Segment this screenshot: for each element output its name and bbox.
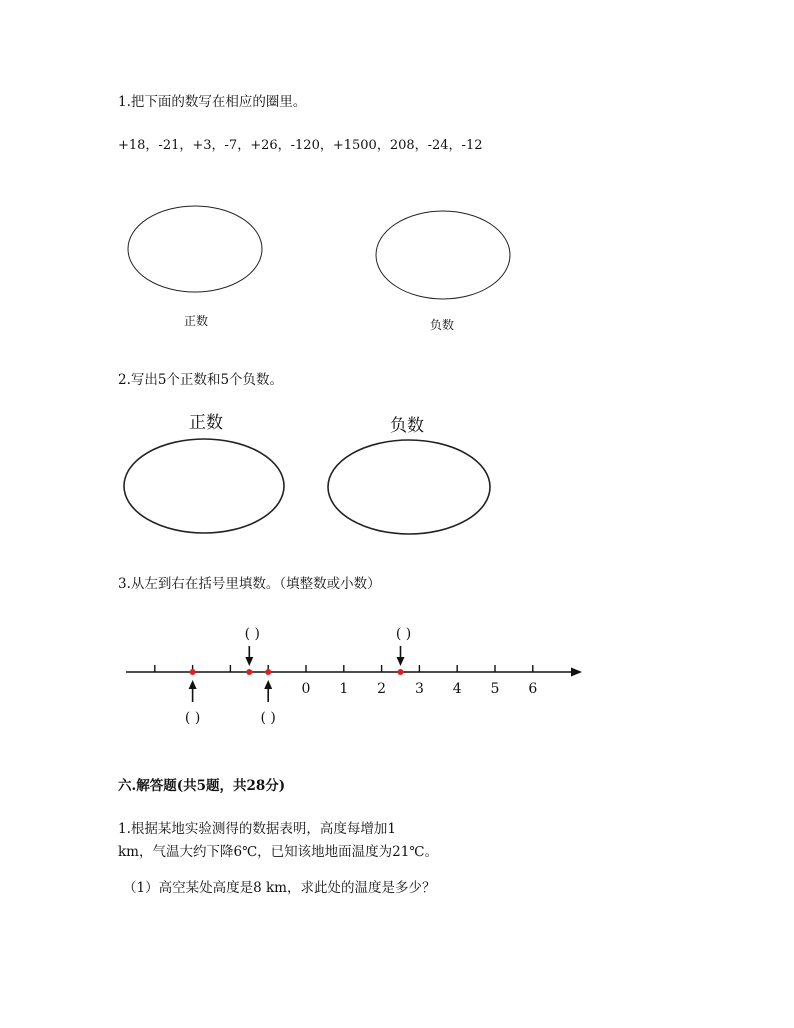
pointer-arrow-head [397,657,405,666]
q1-numbers: +18，-21，+3，-7，+26，-120，+1500，208，-24，-12 [118,138,483,153]
number-line [126,626,582,726]
pointer-arrow-head [245,657,253,666]
q2-label-negative: 负数 [390,416,424,436]
q1-label-negative: 负数 [430,318,455,332]
number-line-tick-label: 5 [490,681,500,697]
section6-p1-line1: 1.根据某地实验测得的数据表明，高度每增加1 [118,821,396,837]
answer-bracket[interactable]: ( ) [244,626,260,642]
number-line-tick-label: 0 [301,681,311,697]
section6-heading: 六.解答题(共5题，共28分) [118,778,286,794]
q1-positive-oval[interactable] [128,206,262,292]
pointer-arrow-head [189,680,197,689]
q1-label-positive: 正数 [184,314,209,328]
q2-label-positive: 正数 [189,413,223,433]
q1-negative-oval[interactable] [376,211,510,299]
q2-negative-oval[interactable] [328,440,490,534]
number-line-point [265,669,271,675]
number-line-tick-label: 6 [528,681,538,697]
number-line-point [246,669,252,675]
section6-p1-line2: km，气温大约下降6℃，已知该地地面温度为21℃。 [118,844,438,860]
number-line-tick-label: 4 [452,681,462,697]
q2-positive-oval[interactable] [124,439,284,533]
section6-p1-sub1: （1）高空某处高度是8 km，求此处的温度是多少？ [123,880,436,896]
number-line-arrowhead [571,668,582,677]
number-line-point [190,669,196,675]
pointer-arrow-head [264,680,272,689]
q3-title: 3.从左到右在括号里填数。（填整数或小数） [118,576,381,592]
number-line-point [398,669,404,675]
q1-title: 1.把下面的数写在相应的圈里。 [118,94,307,110]
number-line-tick-label: 1 [339,681,349,697]
answer-bracket[interactable]: ( ) [395,626,412,642]
q2-title: 2.写出5个正数和5个负数。 [118,372,284,388]
answer-bracket[interactable]: ( ) [260,710,276,726]
number-line-tick-label: 2 [377,681,387,697]
number-line-tick-label: 3 [414,681,424,697]
answer-bracket[interactable]: ( ) [184,710,201,726]
